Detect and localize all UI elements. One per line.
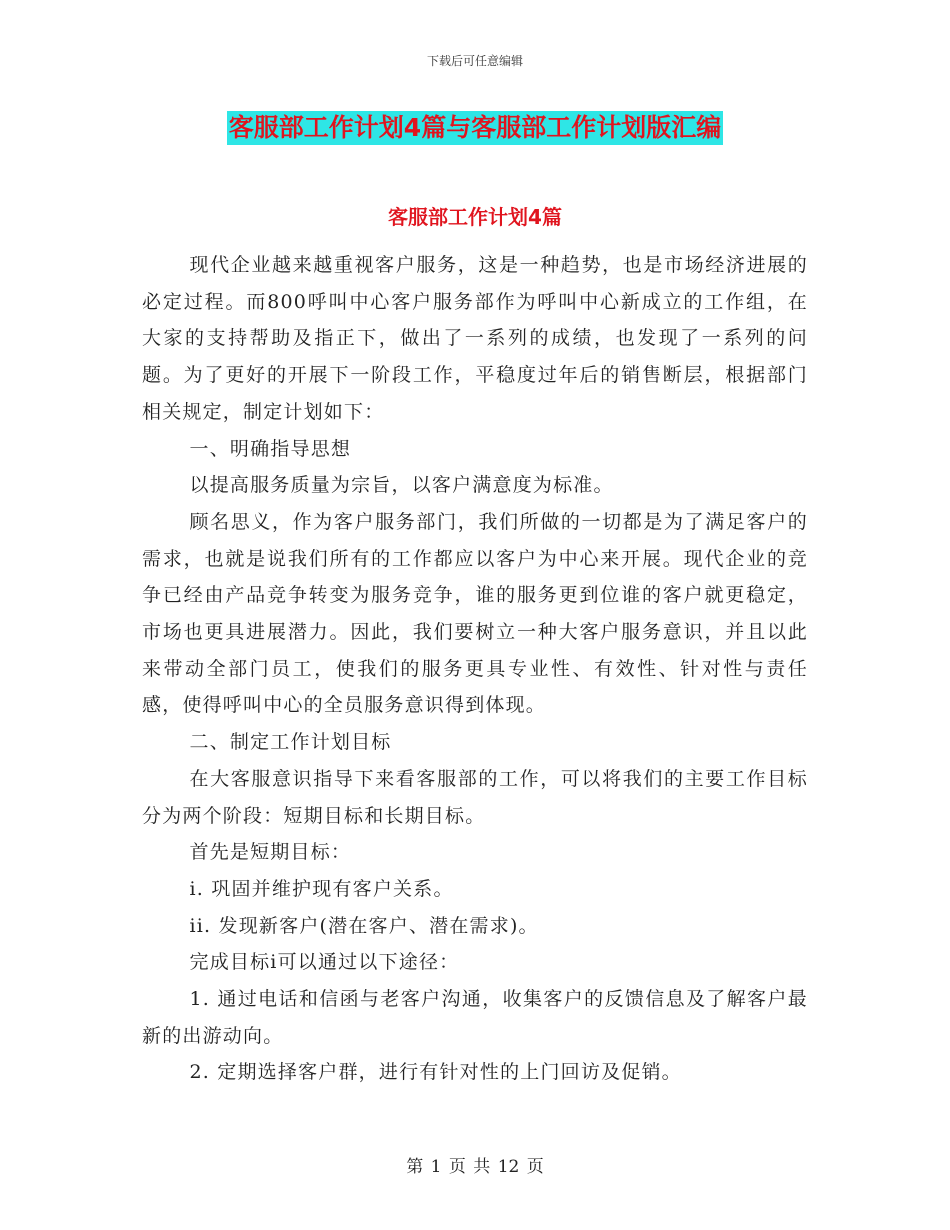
paragraph: 顾名思义，作为客户服务部门，我们所做的一切都是为了满足客户的需求，也就是说我们所有的工作都应以客户为中心来开展。现代企业的竞争已经由产品竞争转变为服务竞争，谁的服务更到位谁的客户就更稳定，市场也更具进展潜力。因此，我们要树立一种大客户服务意识，并且以此来带动全部门员工，使我们的服务更具专业性、有效性、针对性与责任感，使得呼叫中心的全员服务意识得到体现。: [142, 510, 808, 717]
paragraph: 以提高服务质量为宗旨，以客户满意度为标准。: [189, 474, 614, 497]
main-title: 客服部工作计划4篇与客服部工作计划版汇编: [227, 111, 723, 145]
list-item: i. 巩固并维护现有客户关系。: [189, 877, 454, 900]
page-header-note: 下载后可任意编辑: [426, 54, 523, 68]
paragraph-intro: 现代企业越来越重视客户服务，这是一种趋势，也是市场经济进展的必定过程。而800呼叫中心客户服务部作为呼叫中心新成立的工作组，在大家的支持帮助及指正下，做出了一系列的成绩，也发现了一系列的问题。为了更好的开展下一阶段工作，平稳度过年后的销售断层，根据部门相关规定，制定计划如下：: [142, 254, 808, 423]
paragraph: 完成目标i可以通过以下途径：: [189, 951, 460, 974]
list-item: ii. 发现新客户(潜在客户、潜在需求)。: [189, 914, 539, 937]
list-item: 2. 定期选择客户群，进行有针对性的上门回访及促销。: [189, 1061, 682, 1084]
section-title: 客服部工作计划4篇: [388, 205, 562, 229]
paragraph: 在大客服意识指导下来看客服部的工作，可以将我们的主要工作目标分为两个阶段：短期目标和长期目标。: [142, 767, 808, 827]
page-number-footer: 第 1 页 共 12 页: [406, 1157, 544, 1177]
paragraph: 首先是短期目标：: [189, 841, 352, 864]
heading-plan-goals: 二、制定工作计划目标: [189, 731, 392, 754]
heading-guiding-idea: 一、明确指导思想: [189, 437, 352, 460]
document-body: [142, 247, 808, 1091]
list-item: 1. 通过电话和信函与老客户沟通，收集客户的反馈信息及了解客户最新的出游动向。: [142, 988, 808, 1047]
main-title-container: [0, 111, 950, 145]
